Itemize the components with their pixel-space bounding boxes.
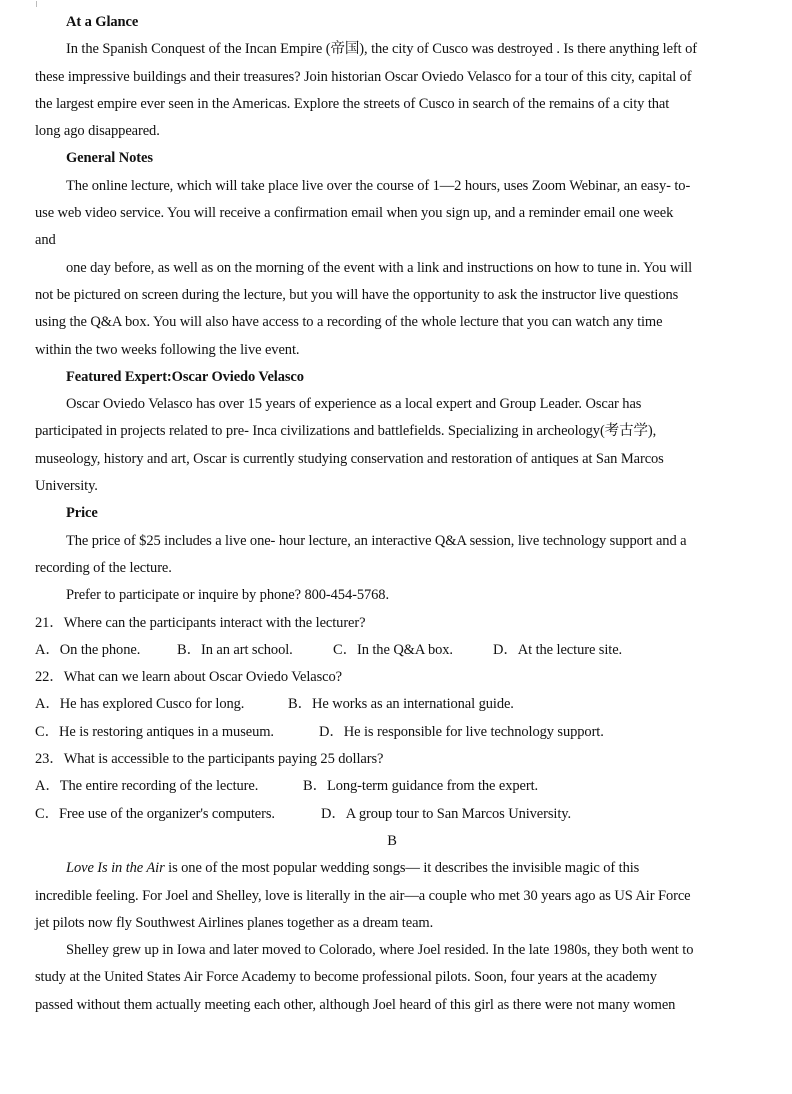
heading-general-notes: General Notes (66, 150, 153, 167)
margin-tick (36, 1, 37, 7)
option-row (35, 637, 749, 664)
text-line: museology, history and art, Oscar is currently studying conservation and restoration of antiques at San Marcos (35, 450, 664, 467)
document-page (35, 9, 749, 1019)
answer-option: B．In an art school. (177, 641, 293, 658)
heading-at-a-glance: At a Glance (66, 14, 139, 30)
text-line: passed without them actually meeting each other, although Joel heard of this girl as there were not many women (35, 996, 676, 1013)
answer-option: D．A group tour to San Marcos University. (321, 805, 571, 822)
section-b-letter: B (387, 832, 397, 849)
text-line: long ago disappeared. (35, 123, 160, 140)
answer-option: D．At the lecture site. (493, 641, 623, 658)
answer-option: C．He is restoring antiques in a museum. (35, 723, 274, 740)
option-row (35, 801, 749, 828)
option-row (35, 719, 749, 746)
answer-option: B．He works as an international guide. (288, 696, 514, 713)
text-line: these impressive buildings and their treasures? Join historian Oscar Oviedo Velasco for a tour of this city, capital of (35, 68, 692, 85)
answer-option: D．He is responsible for live technology support. (319, 723, 604, 740)
text-line: recording of the lecture. (35, 559, 172, 576)
song-title: Love Is in the Air (66, 860, 165, 877)
text-line: The online lecture, which will take place live over the course of 1—2 hours, uses Zoom Webinar, an easy- to- (66, 177, 691, 194)
option-row (35, 773, 749, 800)
text-line: Prefer to participate or inquire by phone? 800-454-5768. (66, 587, 389, 604)
text-line: In the Spanish Conquest of the Incan Empire (帝国), the city of Cusco was destroyed . Is there anything left of (66, 41, 697, 58)
question-stem: 21．Where can the participants interact with the lecturer? (35, 614, 366, 631)
text-line: use web video service. You will receive a confirmation email when you sign up, and a reminder email one week (35, 205, 674, 222)
text-line: within the two weeks following the live event. (35, 341, 300, 358)
answer-option: B．Long-term guidance from the expert. (303, 778, 539, 795)
text-line: participated in projects related to pre- Inca civilizations and battlefields. Specializing in archeology(考古学), (35, 423, 657, 440)
option-row (35, 691, 749, 718)
answer-option: A．He has explored Cusco for long. (35, 696, 245, 713)
question-stem: 22．What can we learn about Oscar Oviedo Velasco? (35, 669, 342, 686)
question-stem: 23．What is accessible to the participants paying 25 dollars? (35, 751, 384, 768)
text-line: Oscar Oviedo Velasco has over 15 years of experience as a local expert and Group Leader. Oscar has (66, 396, 642, 413)
answer-option: C．Free use of the organizer's computers. (35, 805, 275, 822)
text-line: jet pilots now fly Southwest Airlines planes together as a dream team. (35, 914, 434, 931)
answer-option: A．On the phone. (35, 641, 141, 658)
text-line: The price of $25 includes a live one- hour lecture, an interactive Q&A session, live technology support and a (66, 532, 687, 549)
text-line: Shelley grew up in Iowa and later moved to Colorado, where Joel resided. In the late 1980s, they both went to (66, 942, 694, 959)
text-line: study at the United States Air Force Academy to become professional pilots. Soon, four years at the academy (35, 969, 657, 986)
answer-option: A．The entire recording of the lecture. (35, 778, 259, 795)
text-line: and (35, 232, 56, 249)
text-line: using the Q&A box. You will also have access to a recording of the whole lecture that you can watch any time (35, 314, 663, 331)
text-line (35, 855, 749, 882)
text-fragment: is one of the most popular wedding songs— it describes the invisible magic of this (164, 860, 640, 877)
heading-featured-expert: Featured Expert:Oscar Oviedo Velasco (66, 368, 304, 385)
text-line: University. (35, 478, 98, 495)
text-line: the largest empire ever seen in the Americas. Explore the streets of Cusco in search of the remains of a city that (35, 95, 670, 112)
heading-price: Price (66, 505, 98, 522)
text-line: not be pictured on screen during the lecture, but you will have the opportunity to ask the instructor live questions (35, 286, 679, 303)
answer-option: C．In the Q&A box. (333, 641, 453, 658)
text-line: one day before, as well as on the morning of the event with a link and instructions on how to tune in. You will (66, 259, 692, 276)
text-line: incredible feeling. For Joel and Shelley, love is literally in the air—a couple who met 30 years ago as US Air Force (35, 887, 691, 904)
